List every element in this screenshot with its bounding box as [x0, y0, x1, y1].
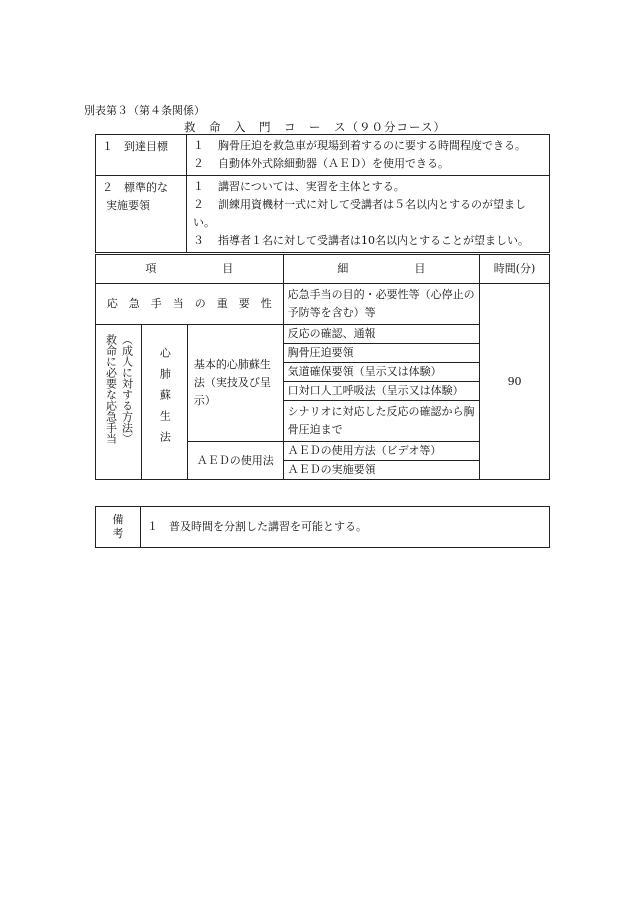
goal-label: １ 到達目標 [96, 135, 187, 176]
item-number: １ [193, 180, 204, 193]
item-number: ２ [193, 157, 204, 170]
goal-items [187, 135, 550, 176]
appendix-caption: 別表第３（第４条関係） [84, 104, 205, 117]
basic-item: 口対口人工呼吸法（呈示又は体験） [283, 382, 480, 401]
course-title: 救 命 入 門 コ ー ス（９０分コース） [184, 120, 446, 134]
remarks-table [95, 506, 550, 548]
list-item [193, 232, 543, 250]
remarks-label-line2: 考 [112, 527, 124, 540]
list-item [193, 178, 543, 196]
basic-item: 反応の確認、通報 [283, 325, 480, 344]
header-time: 時間(分) [480, 255, 550, 284]
item-number: ３ [193, 234, 204, 247]
method-label [96, 176, 187, 253]
remarks-text: １ 普及時間を分割した講習を可能とする。 [141, 507, 550, 548]
item-text: 訓練用資機材一式に対して受講者は５名以内とするのが望ましい。 [193, 198, 526, 229]
table-row [96, 507, 550, 548]
summary-table [95, 134, 550, 253]
method-label-line1: ２ 標準的な [102, 181, 168, 194]
method-label-line2: 実施要領 [106, 199, 150, 212]
basic-item: シナリオに対応した反応の確認から胸骨圧迫まで [283, 401, 480, 442]
list-item [193, 196, 543, 232]
remarks-label-line1: 備 [112, 513, 124, 526]
detail-table [95, 254, 550, 480]
remarks-label [96, 507, 141, 548]
basic-item: 気道確保要領（呈示又は体験） [283, 363, 480, 382]
list-item [193, 155, 543, 173]
table-row [96, 176, 550, 253]
item-text: 胸骨圧迫を救急車が現場到着するのに要する時間程度できる。 [218, 139, 526, 152]
item-text: 講習については、実習を主体とする。 [218, 180, 405, 193]
aed-item: ＡＥＤの使用方法（ビデオ等） [283, 442, 480, 461]
table-row [96, 135, 550, 176]
aed-item: ＡＥＤの実施要領 [283, 461, 480, 480]
item-text: 自動体外式除細動器（ＡＥＤ）を使用できる。 [218, 157, 449, 170]
item-number: ２ [193, 198, 204, 211]
importance-text: 応急手当の目的・必要性等（心停止の予防等を含む）等 [283, 284, 480, 325]
method-outer-cell [96, 325, 142, 480]
method-outer-left: （成人に対する方法） [120, 334, 134, 444]
table-header-row [96, 255, 550, 284]
cpr-cell [141, 325, 187, 480]
time-value: 90 [480, 284, 550, 480]
aed-label: ＡＥＤの使用法 [187, 442, 283, 480]
method-outer-right: 救命に必要な応急手当 [104, 334, 118, 444]
list-item [193, 137, 543, 155]
basic-item: 胸骨圧迫要領 [283, 344, 480, 363]
importance-label: 応 急 手 当 の 重 要 性 [96, 284, 284, 325]
table-row [96, 284, 550, 325]
basic-cpr-label: 基本的心肺蘇生法（実技及び呈示） [187, 325, 283, 442]
header-detail: 細 目 [283, 255, 480, 284]
method-items [187, 176, 550, 253]
header-item: 項 目 [96, 255, 284, 284]
item-text: 指導者１名に対して受講者は10名以内とすることが望ましい。 [218, 234, 529, 247]
cpr-label: 心肺蘇生法 [158, 346, 172, 452]
item-number: １ [193, 139, 204, 152]
